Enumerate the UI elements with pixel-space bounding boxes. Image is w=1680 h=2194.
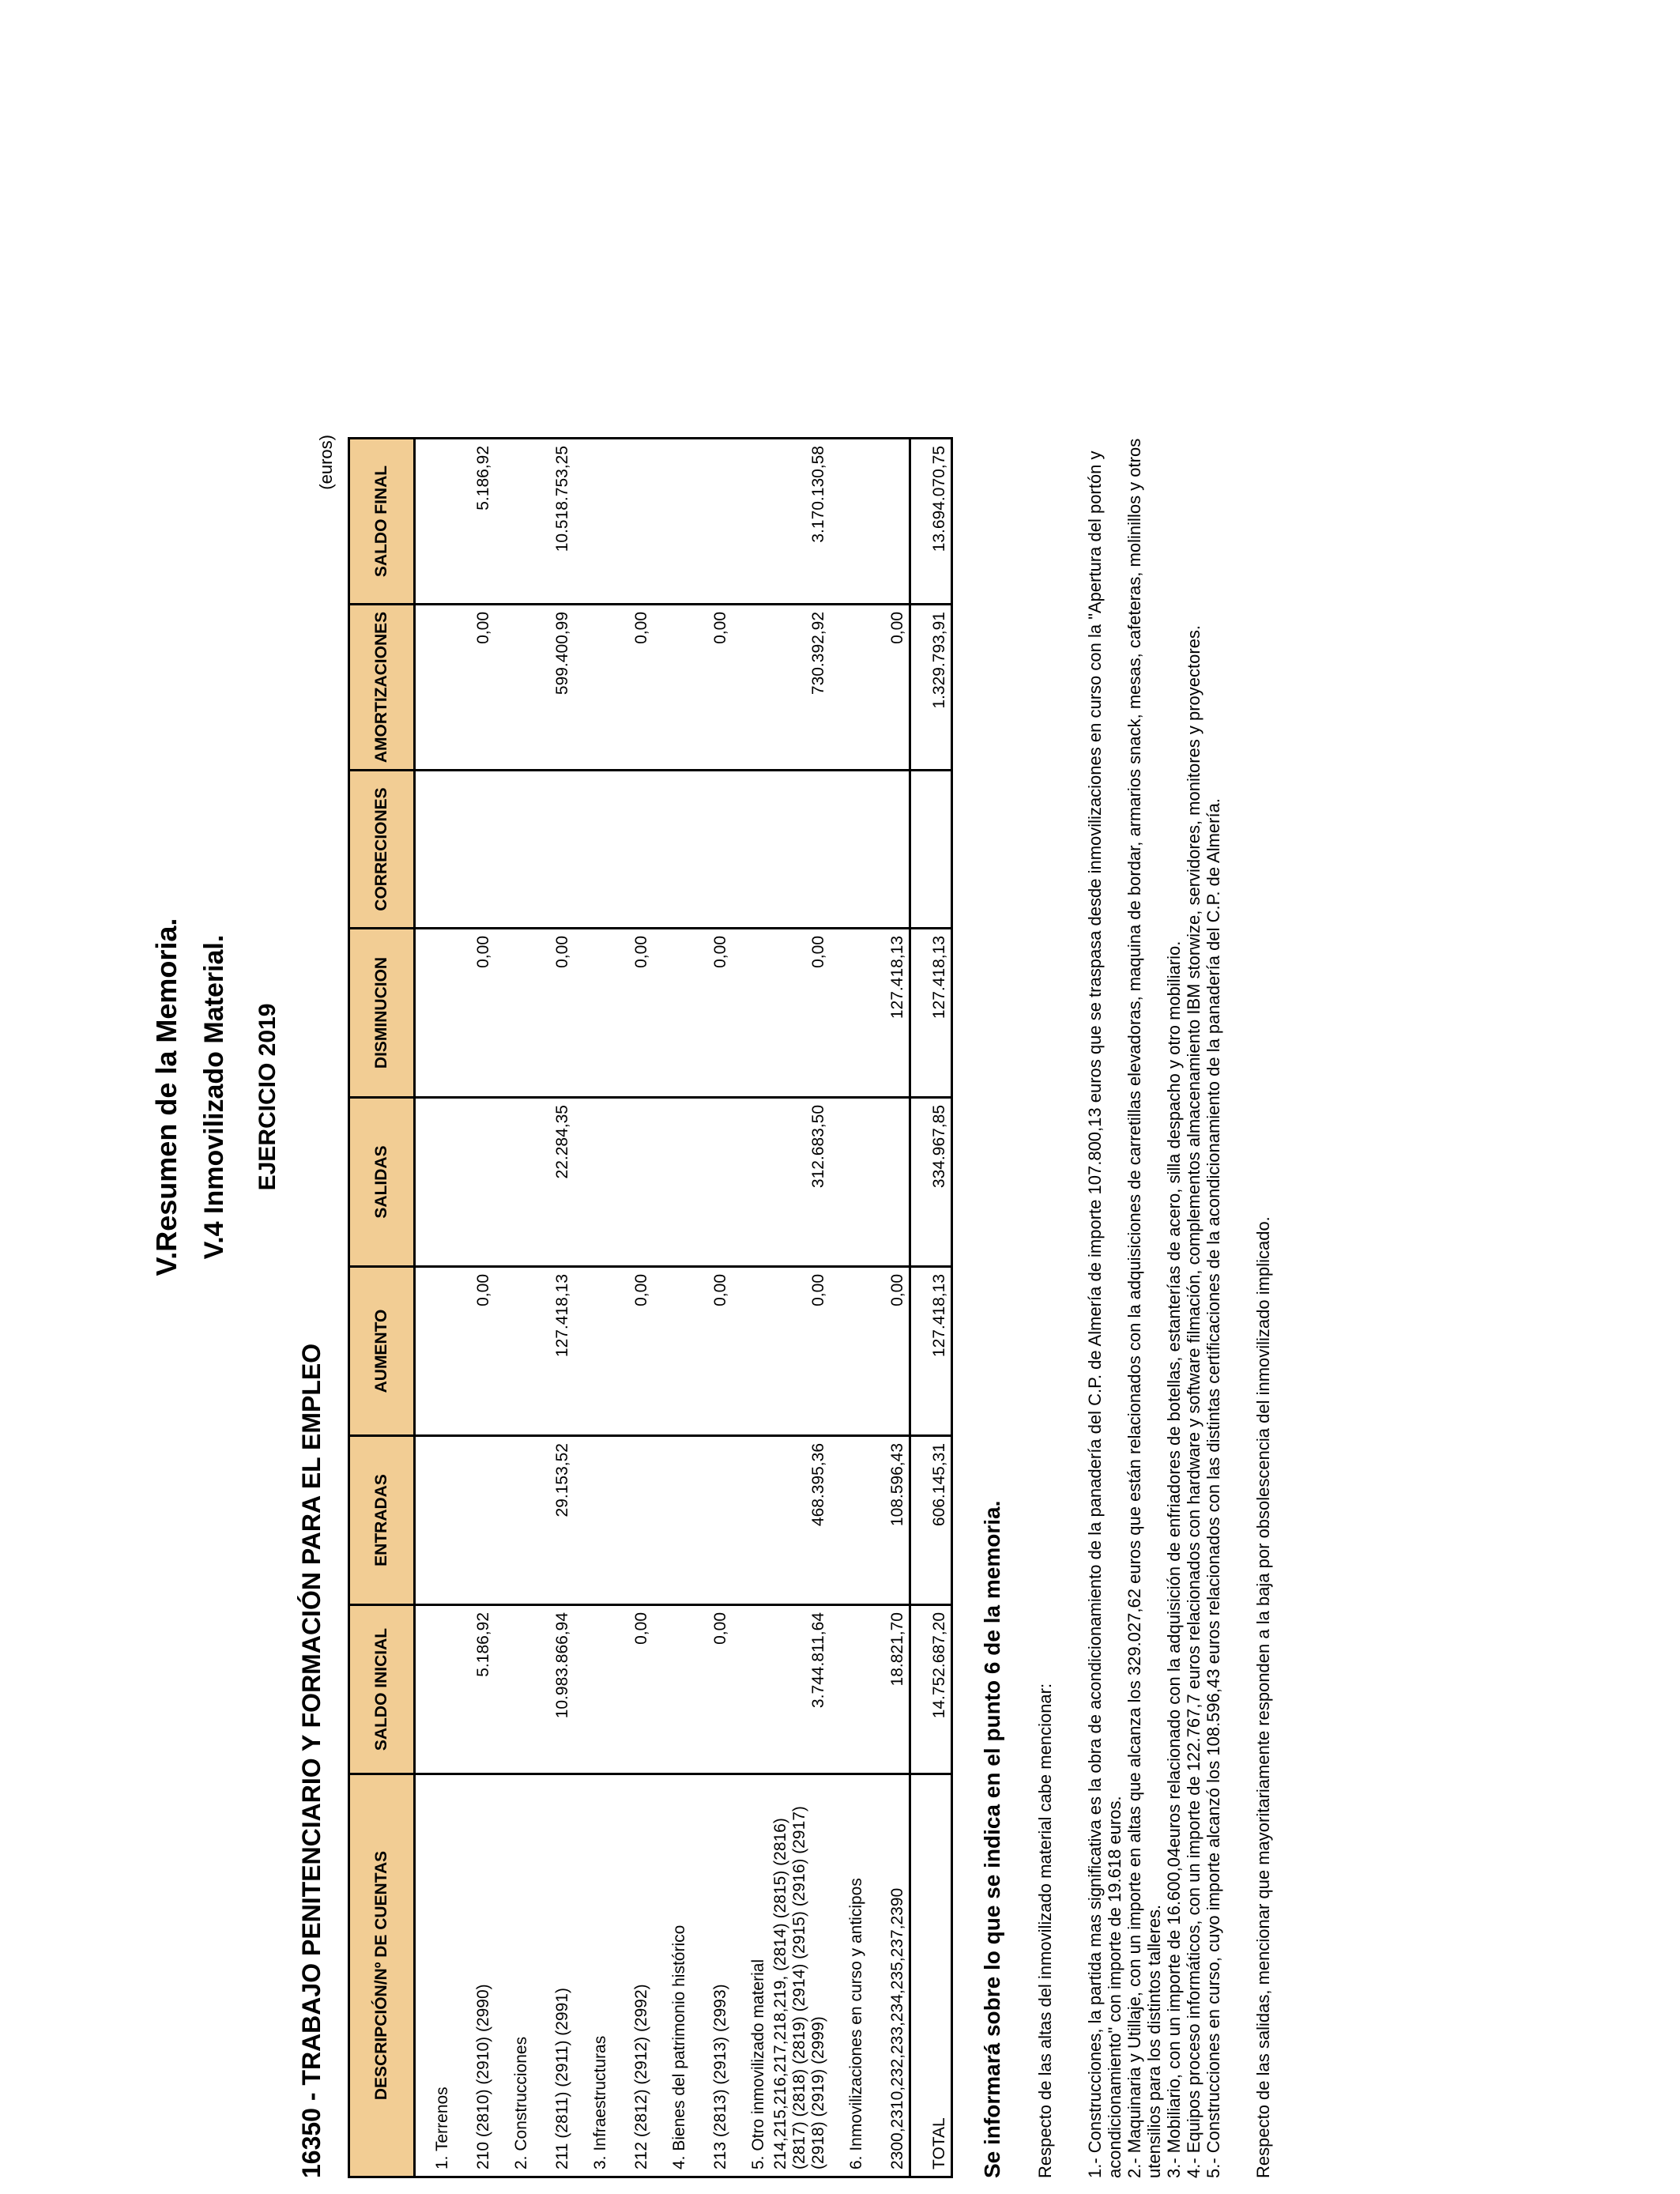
- value-cell: [868, 1098, 910, 1267]
- value-cell: 29.153,52: [533, 1436, 574, 1605]
- value-cell: 0,00: [612, 605, 653, 771]
- group-row: [495, 439, 533, 2177]
- value-cell: 3.170.130,58: [770, 439, 830, 605]
- value-cell: 127.418,13: [910, 1267, 952, 1436]
- value-cell: [574, 1605, 612, 1774]
- value-cell: 1.329.793,91: [910, 605, 952, 771]
- value-cell: [574, 605, 612, 771]
- value-cell: [495, 929, 533, 1098]
- value-cell: 0,00: [691, 929, 732, 1098]
- notes-intro: Respecto de las altas del inmovilizado material cabe mencionar:: [1035, 1683, 1055, 2178]
- value-cell: [732, 1098, 770, 1267]
- value-cell: [495, 771, 533, 929]
- value-cell: [653, 1267, 691, 1436]
- value-cell: 0,00: [454, 1267, 495, 1436]
- row-description: 3. Infraestructuras: [574, 1774, 612, 2177]
- value-cell: 14.752.687,20: [910, 1605, 952, 1774]
- value-cell: [495, 1605, 533, 1774]
- value-cell: 599.400,99: [533, 605, 574, 771]
- value-cell: [574, 1436, 612, 1605]
- value-cell: [415, 1436, 454, 1605]
- value-cell: [868, 439, 910, 605]
- value-cell: [830, 1098, 868, 1267]
- value-cell: [495, 439, 533, 605]
- note-item: 5.- Construcciones en curso, cuyo importe alcanzó los 108.596,43 euros relacionados con las distintas certificaciones de la acondicionamiento de la panadería del C.P. de Almería.: [1203, 798, 1223, 2178]
- row-description: 6. Inmovilizaciones en curso y anticipos: [830, 1774, 868, 2177]
- value-cell: 0,00: [691, 1605, 732, 1774]
- value-cell: [415, 1605, 454, 1774]
- row-description: TOTAL: [910, 1774, 952, 2177]
- row-description: 213 (2813) (2913) (2993): [691, 1774, 732, 2177]
- value-cell: 108.596,43: [868, 1436, 910, 1605]
- value-cell: 0,00: [691, 605, 732, 771]
- value-cell: 0,00: [612, 1605, 653, 1774]
- value-cell: [574, 1098, 612, 1267]
- group-row: [732, 439, 770, 2177]
- row-description: 211 (2811) (2911) (2991): [533, 1774, 574, 2177]
- value-cell: 0,00: [612, 929, 653, 1098]
- row-description: 1. Terrenos: [415, 1774, 454, 2177]
- value-cell: 468.395,36: [770, 1436, 830, 1605]
- note-item: 2.- Maquinaria y Utillaje, con un importe en altas que alcanza los 329.027,62 euros que están relacionados con la adquisiciones de carretillas elevadoras, maquina de bordar, armarios snack, mesas, cafeteras, molinillos y otros utensilios para los distintos talleres.: [1124, 438, 1164, 2178]
- value-cell: 0,00: [868, 1267, 910, 1436]
- value-cell: [415, 1098, 454, 1267]
- value-cell: 0,00: [454, 605, 495, 771]
- value-cell: 5.186,92: [454, 439, 495, 605]
- value-cell: [830, 605, 868, 771]
- value-cell: [454, 771, 495, 929]
- notes-section: [1035, 400, 1273, 2178]
- value-cell: 0,00: [770, 1267, 830, 1436]
- value-cell: [574, 771, 612, 929]
- value-cell: [415, 771, 454, 929]
- column-header: SALIDAS: [349, 1098, 415, 1267]
- value-cell: [495, 1436, 533, 1605]
- column-header: SALDO INICIAL: [349, 1605, 415, 1774]
- value-cell: [454, 1436, 495, 1605]
- value-cell: [732, 439, 770, 605]
- value-cell: [415, 1267, 454, 1436]
- value-cell: [830, 771, 868, 929]
- value-cell: 127.418,13: [910, 929, 952, 1098]
- value-cell: 0,00: [533, 929, 574, 1098]
- value-cell: [830, 929, 868, 1098]
- value-cell: [830, 1267, 868, 1436]
- value-cell: [653, 771, 691, 929]
- value-cell: 334.967,85: [910, 1098, 952, 1267]
- value-cell: [830, 439, 868, 605]
- table-row: [868, 439, 910, 2177]
- row-description: 2300,2310,232,233,234,235,237,2390: [868, 1774, 910, 2177]
- column-header: ENTRADAS: [349, 1436, 415, 1605]
- column-header: DISMINUCION: [349, 929, 415, 1098]
- value-cell: [574, 929, 612, 1098]
- column-header: SALDO FINAL: [349, 439, 415, 605]
- value-cell: 606.145,31: [910, 1436, 952, 1605]
- column-header: AUMENTO: [349, 1267, 415, 1436]
- value-cell: [415, 605, 454, 771]
- table-row: [770, 439, 830, 2177]
- group-row: [830, 439, 868, 2177]
- group-row: [574, 439, 612, 2177]
- note-item: 1.- Construcciones, la partida mas significativa es la obra de acondicionamiento de la panadería del C.P. de Almería de importe 107.800,13 euros que se traspasa desde inmovilizaciones en curso con la "Apertura del portón y acondicionamiento" con importe de 19.618 euros.: [1085, 450, 1124, 2178]
- value-cell: [868, 771, 910, 929]
- value-cell: [495, 605, 533, 771]
- value-cell: 0,00: [691, 1267, 732, 1436]
- row-description: 5. Otro inmovilizado material: [732, 1774, 770, 2177]
- value-cell: 22.284,35: [533, 1098, 574, 1267]
- value-cell: 3.744.811,64: [770, 1605, 830, 1774]
- value-cell: 127.418,13: [533, 1267, 574, 1436]
- value-cell: [415, 929, 454, 1098]
- table-header-row: [349, 439, 415, 2177]
- value-cell: [653, 1605, 691, 1774]
- value-cell: [732, 771, 770, 929]
- value-cell: [691, 1098, 732, 1267]
- value-cell: [732, 605, 770, 771]
- value-cell: [732, 929, 770, 1098]
- fixed-assets-table: [348, 437, 953, 2178]
- value-cell: [910, 771, 952, 929]
- value-cell: [612, 771, 653, 929]
- value-cell: 0,00: [612, 1267, 653, 1436]
- notes-outro: Respecto de las salidas, mencionar que mayoritariamente responden a la baja por obsolescencia del inmovilizado implicado.: [1253, 1216, 1273, 2178]
- value-cell: [732, 1267, 770, 1436]
- group-row: [415, 439, 454, 2177]
- group-row: [653, 439, 691, 2177]
- value-cell: 127.418,13: [868, 929, 910, 1098]
- column-header: AMORTIZACIONES: [349, 605, 415, 771]
- value-cell: [574, 439, 612, 605]
- value-cell: 0,00: [454, 929, 495, 1098]
- value-cell: 312.683,50: [770, 1098, 830, 1267]
- row-description: 210 (2810) (2910) (2990): [454, 1774, 495, 2177]
- value-cell: 0,00: [770, 929, 830, 1098]
- value-cell: [732, 1436, 770, 1605]
- value-cell: [612, 1098, 653, 1267]
- value-cell: [732, 1605, 770, 1774]
- value-cell: [770, 771, 830, 929]
- document-title: V.Resumen de la Memoria.: [150, 918, 183, 1276]
- column-header: DESCRIPCIÓN/Nº DE CUENTAS: [349, 1774, 415, 2177]
- row-description: 212 (2812) (2912) (2992): [612, 1774, 653, 2177]
- value-cell: [574, 1267, 612, 1436]
- value-cell: [415, 439, 454, 605]
- section-title: V.4 Inmovilizado Material.: [199, 934, 229, 1260]
- total-row: [910, 439, 952, 2177]
- value-cell: [533, 771, 574, 929]
- table-row: [691, 439, 732, 2177]
- memory-reference-note: Se informará sobre lo que se indica en el punto 6 de la memoria.: [980, 1500, 1004, 2178]
- value-cell: [495, 1098, 533, 1267]
- value-cell: [653, 929, 691, 1098]
- entity-title: 16350 - TRABAJO PENITENCIARIO Y FORMACIÓN PARA EL EMPLEO: [297, 1343, 326, 2178]
- value-cell: 18.821,70: [868, 1605, 910, 1774]
- table-row: [612, 439, 653, 2177]
- table-row: [533, 439, 574, 2177]
- value-cell: 0,00: [868, 605, 910, 771]
- value-cell: 13.694.070,75: [910, 439, 952, 605]
- note-item: 3.- Mobiliario, con un importe de 16.600,04euros relacionado con la adquisición de enfriadores de botellas, estanterías de acero, silla despacho y otro mobiliario.: [1164, 941, 1184, 2178]
- value-cell: [653, 1436, 691, 1605]
- note-item: 4.- Equipos proceso informáticos, con un importe de 122.767,7 euros relacionados con hardware y software filmación, complementos almacenamiento IBM storwize, servidores, monitores y proyectores.: [1184, 624, 1203, 2178]
- value-cell: [612, 1436, 653, 1605]
- value-cell: [830, 1605, 868, 1774]
- row-description: 214,215,216,217,218,219, (2814) (2815) (2816) (2817) (2818) (2819) (2914) (2915) (2916) (2917) (2918) (2919) (2999): [770, 1774, 830, 2177]
- exercise-title: EJERCICIO 2019: [254, 1003, 281, 1191]
- value-cell: [653, 605, 691, 771]
- value-cell: [830, 1436, 868, 1605]
- value-cell: [612, 439, 653, 605]
- value-cell: [691, 771, 732, 929]
- value-cell: [653, 1098, 691, 1267]
- value-cell: 10.983.866,94: [533, 1605, 574, 1774]
- value-cell: [495, 1267, 533, 1436]
- units-label: (euros): [316, 435, 336, 490]
- value-cell: 730.392,92: [770, 605, 830, 771]
- value-cell: [691, 1436, 732, 1605]
- value-cell: [454, 1098, 495, 1267]
- value-cell: 10.518.753,25: [533, 439, 574, 605]
- value-cell: [691, 439, 732, 605]
- column-header: CORRECIONES: [349, 771, 415, 929]
- value-cell: 5.186,92: [454, 1605, 495, 1774]
- table-row: [454, 439, 495, 2177]
- value-cell: [653, 439, 691, 605]
- row-description: 4. Bienes del patrimonio histórico: [653, 1774, 691, 2177]
- row-description: 2. Construcciones: [495, 1774, 533, 2177]
